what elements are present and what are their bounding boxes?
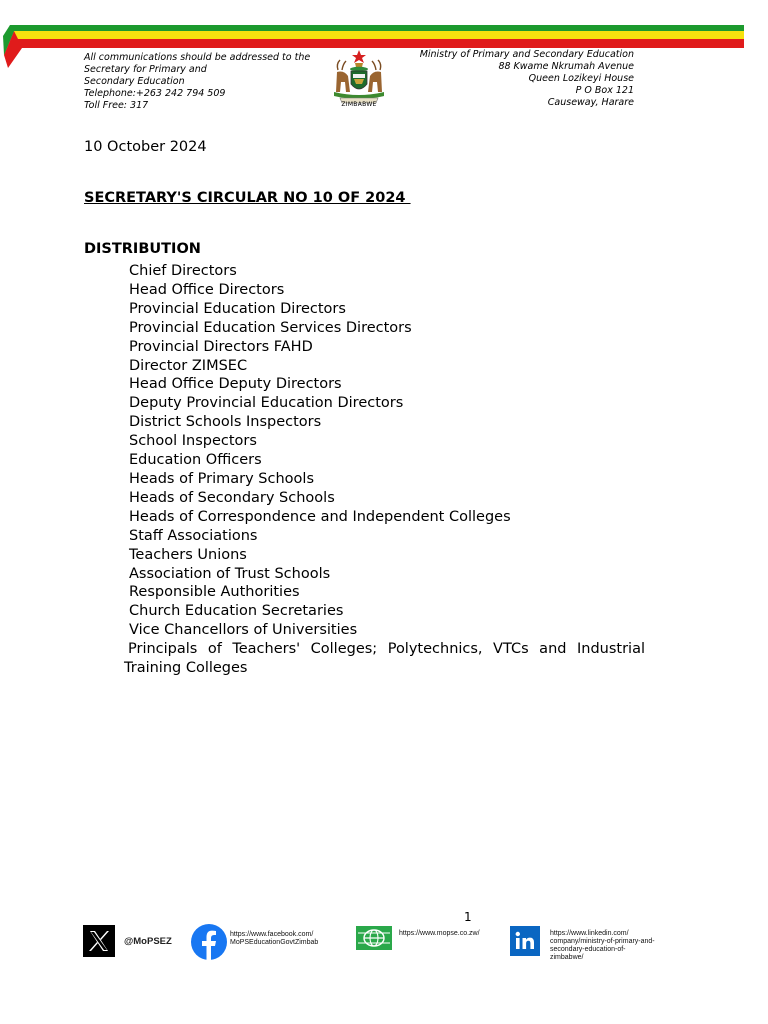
address-line: Causeway, Harare (547, 97, 634, 108)
toll-free-line: Toll Free: 317 (84, 100, 149, 111)
circular-title: SECRETARY'S CIRCULAR NO 10 OF 2024 (84, 190, 411, 206)
distribution-item: Provincial Directors FAHD (129, 338, 313, 355)
x-social-link[interactable] (83, 925, 172, 957)
distribution-item: Provincial Education Services Directors (129, 319, 412, 336)
address-line: P O Box 121 (575, 85, 634, 96)
distribution-heading: DISTRIBUTION (84, 241, 201, 257)
address-line: 88 Kwame Nkrumah Avenue (498, 61, 634, 72)
facebook-link[interactable] (191, 924, 318, 960)
distribution-item-line: Training Colleges (124, 660, 248, 677)
distribution-item: Director ZIMSEC (129, 357, 248, 374)
distribution-list (124, 262, 645, 678)
distribution-item: Deputy Provincial Education Directors (129, 395, 404, 412)
distribution-item: Heads of Secondary Schools (129, 489, 335, 506)
distribution-item: Church Education Secretaries (129, 603, 344, 620)
address-line: Secretary for Primary and (84, 64, 207, 75)
ministry-address-block (420, 49, 634, 109)
distribution-item: Responsible Authorities (129, 584, 300, 601)
sender-address-block (84, 52, 310, 112)
distribution-item: District Schools Inspectors (129, 414, 322, 431)
page-number: 1 (464, 910, 472, 924)
distribution-item: Provincial Education Directors (129, 300, 346, 317)
distribution-item: Heads of Correspondence and Independent Colleges (129, 508, 511, 525)
distribution-item: Vice Chancellors of Universities (129, 622, 358, 639)
distribution-item: Staff Associations (129, 527, 258, 544)
linkedin-url-line: company/ministry-of-primary-and- (550, 938, 655, 945)
linkedin-icon (510, 926, 540, 956)
distribution-item: Chief Directors (129, 263, 237, 279)
website-url: https://www.mopse.co.zw/ (399, 930, 480, 937)
mopse-website-icon (356, 926, 392, 950)
distribution-item: Education Officers (129, 452, 262, 469)
linkedin-url-line: https://www.linkedin.com/ (550, 930, 629, 937)
distribution-item: School Inspectors (129, 433, 257, 450)
x-handle: @MoPSEZ (124, 935, 172, 947)
facebook-url-line: https://www.facebook.com/ (230, 931, 314, 938)
coat-of-arms-caption: ZIMBABWE (341, 101, 377, 108)
facebook-icon (191, 924, 227, 960)
linkedin-url (550, 930, 655, 962)
address-line: Queen Lozikeyi House (528, 73, 634, 84)
address-line: Ministry of Primary and Secondary Education (419, 49, 634, 60)
distribution-item: Association of Trust Schools (129, 565, 331, 582)
linkedin-link[interactable] (510, 926, 655, 962)
linkedin-url-line: zimbabwe/ (550, 954, 584, 961)
distribution-item: Heads of Primary Schools (129, 470, 314, 487)
facebook-url-line: MoPSEducationGovtZimbab (230, 939, 319, 946)
telephone-line: Telephone:+263 242 794 509 (84, 88, 226, 99)
x-logo-icon (83, 925, 115, 957)
distribution-item: Head Office Directors (129, 281, 285, 298)
address-line: Secondary Education (84, 76, 185, 87)
address-line: All communications should be addressed to the (84, 52, 311, 63)
distribution-item: Head Office Deputy Directors (129, 376, 342, 393)
facebook-url (230, 931, 318, 947)
distribution-item: Teachers Unions (129, 546, 247, 563)
distribution-item-line: Principals of Teachers' Colleges; Polytechnics, VTCs and Industrial (128, 641, 645, 658)
website-link[interactable] (356, 926, 480, 950)
distribution-item-principals (124, 640, 645, 678)
circular-date: 10 October 2024 (84, 139, 207, 155)
linkedin-url-line: secondary-education-of- (550, 946, 626, 953)
